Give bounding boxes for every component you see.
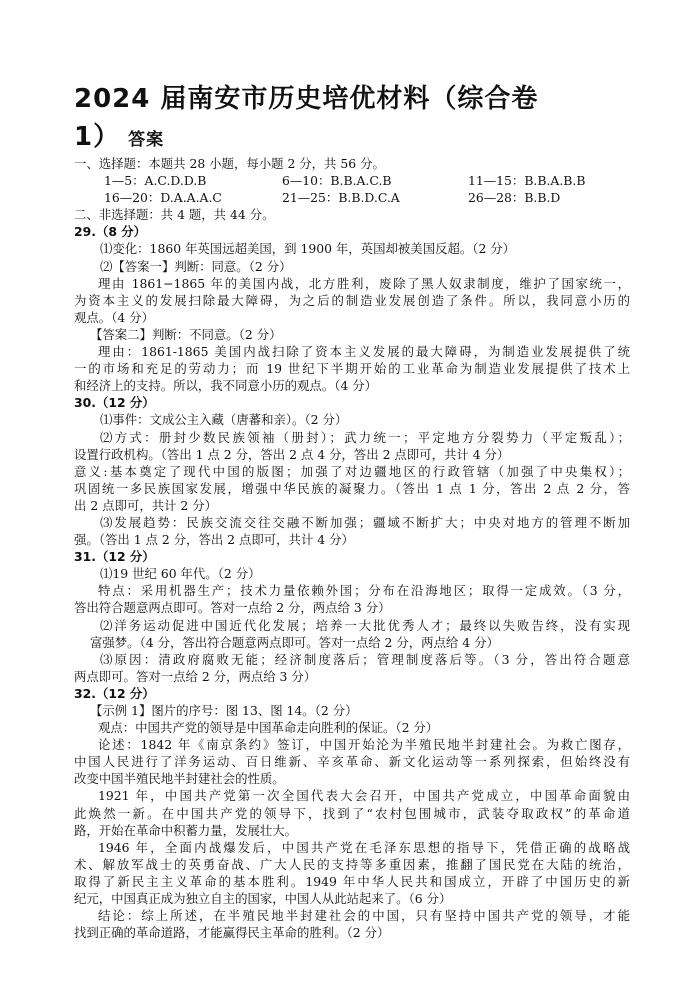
answer-line: 此焕然一新。在中国共产党的领导下，找到了“农村包围城市，武装夺取政权”的革命道: [74, 805, 630, 821]
question-30-header: 30.（12 分）: [74, 395, 155, 411]
answer-line: 富强梦。（4 分，答出符合题意两点即可。答对一点给 2 分，两点给 4 分）: [90, 634, 499, 650]
answer-line: 纪元，中国真正成为独立自主的国家，中国人从此站起来了。（6 分）: [74, 891, 452, 907]
answer-line: 路，开始在革命中积蓄力量，发展壮大。: [74, 822, 298, 838]
answer-line: 术、解放军战士的英勇奋战、广大人民的支持等多重因素，推翻了国民党在大陆的统治，: [74, 856, 630, 872]
mc-answer-group: 11—15：B.B.A.B.B: [468, 173, 586, 189]
mc-answer-group: 16—20：D.A.A.A.C: [104, 190, 222, 206]
answer-line: 答出符合题意两点即可。答对一点给 2 分，两点给 3 分）: [74, 600, 391, 616]
answer-line: 理由 1861−1865 年的美国内战，北方胜利，废除了黑人奴隶制度，维护了国家统一，: [98, 275, 630, 291]
answer-line: 1946 年，全面内战爆发后，中国共产党在毛泽东思想的指导下，凭借正确的战略战: [98, 839, 630, 855]
question-31-header: 31.（12 分）: [74, 549, 155, 565]
answer-line: 为资本主义的发展扫除最大障碍，为之后的制造业发展创造了条件。所以，我同意小历的: [74, 292, 630, 308]
answer-line: 观点。（4 分）: [74, 309, 154, 325]
doc-title-number: 1）: [74, 122, 121, 152]
section-choice-header: 一、选择题：本题共 28 小题，每小题 2 分，共 56 分。: [74, 156, 385, 171]
answer-line: 出 2 点即可，共计 2 分）: [74, 497, 218, 513]
answer-line: ⑵方式：册封少数民族领袖（册封）；武力统一；平定地方分裂势力（平定叛乱）；: [100, 429, 630, 445]
mc-answers-row-1: [74, 172, 630, 189]
mc-answers-row-2: [74, 189, 630, 206]
answer-line: 改变中国半殖民地半封建社会的性质。: [74, 771, 285, 787]
answer-line: 理由：1861-1865 美国内战扫除了资本主义发展的最大障碍，为制造业发展提供了统: [98, 344, 630, 360]
answer-line: 中国人民进行了洋务运动、百日维新、辛亥革命、新文化运动等一系列探索，但始终没有: [74, 754, 630, 770]
answer-line: ⑵【答案一】判断：同意。（2 分）: [100, 258, 292, 274]
doc-title-line1: 2024 届南安市历史培优材料（综合卷: [74, 84, 539, 114]
answer-line: 【答案二】判断：不同意。（2 分）: [90, 326, 282, 342]
answer-line: 找到正确的革命道路，才能赢得民主革命的胜利。（2 分）: [74, 925, 390, 941]
answer-line: 结论：综上所述，在半殖民地半封建社会的中国，只有坚持中国共产党的领导，才能: [98, 908, 630, 924]
doc-title-line2: [74, 118, 634, 159]
doc-title-answer: 答案: [128, 130, 165, 150]
answer-line: 设置行政机构。（答出 1 点 2 分，答出 2 点 4 分，答出 2 点即可，共计 4 分）: [74, 446, 510, 462]
answer-line: ⑶原因：清政府腐败无能；经济制度落后；管理制度落后等。（3 分，答出符合题意: [100, 651, 630, 667]
answer-line: 和经济上的支持。所以，我不同意小历的观点。（4 分）: [74, 378, 377, 394]
answer-line: 强。（答出 1 点 2 分，答出 2 点即可，共计 4 分）: [74, 532, 354, 548]
answer-line: ⑴事件：文成公主入藏（唐蕃和亲）。（2 分）: [100, 412, 348, 428]
answer-line: 论述：1842 年《南京条约》签订，中国开始沦为半殖民地半封建社会。为救亡图存，: [98, 737, 630, 753]
answer-line: 一的市场和充足的劳动力；而 19 世纪下半期开始的工业革命为制造业发展提供了技术上: [74, 361, 630, 377]
answer-line: 特点：采用机器生产；技术力量依赖外国；分布在沿海地区；取得一定成效。（3 分，: [98, 583, 630, 599]
answer-line: ⑴19 世纪 60 年代。（2 分）: [100, 566, 261, 582]
answer-line: 观点：中国共产党的领导是中国革命走向胜利的保证。（2 分）: [98, 720, 439, 736]
answer-line: ⑵洋务运动促进中国近代化发展；培养一大批优秀人才；最终以失败告终，没有实现: [100, 617, 630, 633]
answer-line: ⑶发展趋势：民族交流交往交融不断加强；疆域不断扩大；中央对地方的管理不断加: [100, 514, 630, 530]
mc-answer-group: 6—10：B.B.A.C.B: [282, 173, 392, 189]
mc-answer-group: 26—28：B.B.D: [468, 190, 561, 206]
answer-line: 两点即可。答对一点给 2 分，两点给 3 分）: [74, 668, 317, 684]
question-32-header: 32.（12 分）: [74, 685, 155, 701]
answer-line: 1921 年，中国共产党第一次全国代表大会召开，中国共产党成立，中国革命面貌由: [98, 788, 630, 804]
mc-answer-group: 1—5：A.C.D.D.B: [104, 173, 207, 189]
question-29-header: 29.（8 分）: [74, 224, 147, 240]
answer-line: ⑴变化：1860 年英国远超美国，到 1900 年，英国却被美国反超。（2 分）: [100, 241, 516, 257]
section-nonchoice-header: 二、非选择题：共 4 题，共 44 分。: [74, 207, 275, 223]
answer-content: [74, 155, 630, 941]
answer-line: 意义:基本奠定了现代中国的版图；加强了对边疆地区的行政管辖（加强了中央集权）；: [74, 463, 630, 479]
answer-line: 【示例 1】图片的序号：图 13、图 14。（2 分）: [90, 703, 358, 718]
answer-line: 巩固统一多民族国家发展，增强中华民族的凝聚力。（答出 1 点 1 分，答出 2 点 2 分，答: [74, 480, 630, 496]
answer-line: 取得了新民主主义革命的基本胜利。1949 年中华人民共和国成立，开辟了中国历史的新: [74, 873, 630, 889]
mc-answer-group: 21—25：B.B.D.C.A: [282, 190, 400, 206]
